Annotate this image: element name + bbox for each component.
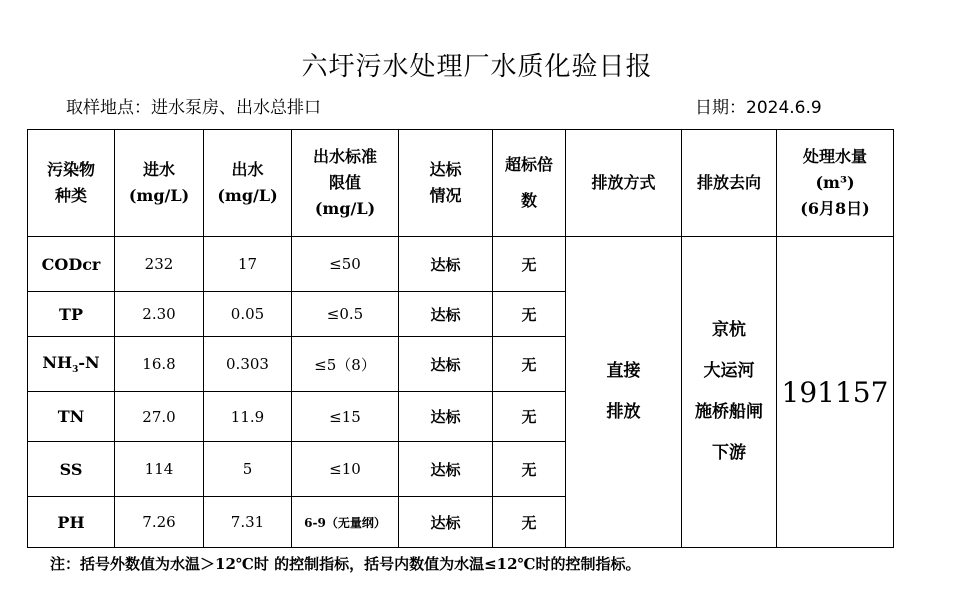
header-exceed: 超标倍 数 (493, 130, 566, 237)
inflow-value: 7.26 (115, 497, 204, 548)
outflow-value: 0.05 (204, 292, 292, 337)
exceed-value: 无 (493, 337, 566, 392)
limit-value: ≤10 (292, 442, 399, 497)
limit-value: ≤50 (292, 237, 399, 292)
pollutant-name: TP (28, 292, 115, 337)
inflow-value: 232 (115, 237, 204, 292)
inflow-value: 114 (115, 442, 204, 497)
outflow-value: 0.303 (204, 337, 292, 392)
exceed-value: 无 (493, 442, 566, 497)
pollutant-name: TN (28, 392, 115, 442)
discharge-destination: 京杭 大运河 施桥船闸 下游 (682, 237, 777, 548)
status-value: 达标 (399, 292, 493, 337)
treated-volume: 191157 (777, 237, 894, 548)
sampling-location: 取样地点：进水泵房、出水总排口 (66, 98, 321, 118)
header-row (28, 130, 894, 237)
exceed-value: 无 (493, 292, 566, 337)
header-outflow: 出水 (mg/L) (204, 130, 292, 237)
outflow-value: 5 (204, 442, 292, 497)
pollutant-name: SS (28, 442, 115, 497)
inflow-value: 27.0 (115, 392, 204, 442)
header-destination: 排放去向 (682, 130, 777, 237)
header-method: 排放方式 (566, 130, 682, 237)
inflow-value: 16.8 (115, 337, 204, 392)
status-value: 达标 (399, 392, 493, 442)
water-quality-table (27, 129, 894, 548)
status-value: 达标 (399, 442, 493, 497)
pollutant-name: $NH_3-N$ (28, 337, 115, 392)
pollutant-name: PH (28, 497, 115, 548)
header-limit: 出水标准 限值 (mg/L) (292, 130, 399, 237)
status-value: 达标 (399, 497, 493, 548)
limit-value: 6-9（无量纲） (292, 497, 399, 548)
inflow-value: 2.30 (115, 292, 204, 337)
header-inflow: 进水 (mg/L) (115, 130, 204, 237)
outflow-value: 17 (204, 237, 292, 292)
limit-value: ≤5（8） (292, 337, 399, 392)
report-title: 六圩污水处理厂水质化验日报 (301, 52, 653, 82)
pollutant-name: CODcr (28, 237, 115, 292)
status-value: 达标 (399, 337, 493, 392)
exceed-value: 无 (493, 392, 566, 442)
header-pollutant: 污染物 种类 (28, 130, 115, 237)
header-volume: 处理水量 (m³) (6月8日) (777, 130, 894, 237)
outflow-value: 11.9 (204, 392, 292, 442)
limit-value: ≤15 (292, 392, 399, 442)
footnote: 注：括号外数值为水温＞12℃时 的控制指标，括号内数值为水温≤12℃时的控制指标。 (50, 555, 641, 573)
exceed-value: 无 (493, 497, 566, 548)
outflow-value: 7.31 (204, 497, 292, 548)
status-value: 达标 (399, 237, 493, 292)
exceed-value: 无 (493, 237, 566, 292)
table-row (28, 237, 894, 292)
discharge-method: 直接 排放 (566, 237, 682, 548)
report-date: 日期：2024.6.9 (695, 98, 822, 118)
limit-value: ≤0.5 (292, 292, 399, 337)
header-status: 达标 情况 (399, 130, 493, 237)
